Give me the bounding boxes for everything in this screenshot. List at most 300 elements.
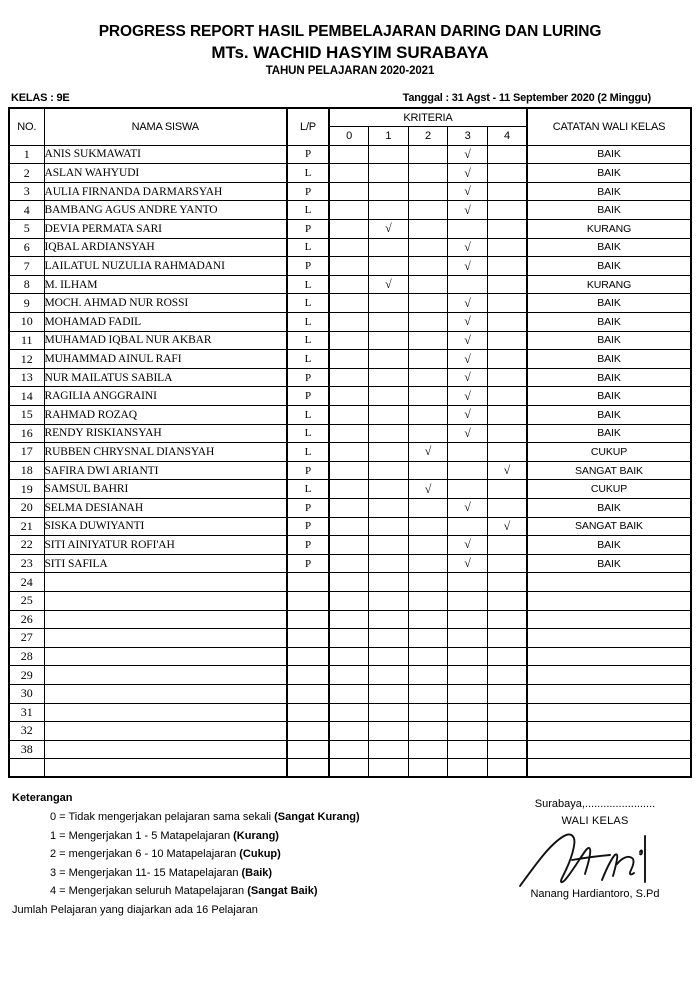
cell-note (527, 573, 691, 592)
cell-criteria-4 (487, 759, 527, 778)
cell-criteria-1 (369, 182, 409, 201)
signature-block (502, 792, 688, 916)
cell-no: 10 (9, 313, 44, 332)
cell-criteria-4 (487, 350, 527, 369)
cell-note: BAIK (527, 368, 691, 387)
cell-student-name: SITI AINIYATUR ROFI'AH (44, 536, 287, 555)
cell-criteria-1 (369, 461, 409, 480)
cell-student-name: NUR MAILATUS SABILA (44, 368, 287, 387)
cell-criteria-4 (487, 591, 527, 610)
cell-criteria-0 (329, 573, 369, 592)
cell-criteria-4 (487, 480, 527, 499)
cell-no: 9 (9, 294, 44, 313)
table-row (9, 684, 691, 703)
cell-note (527, 759, 691, 778)
cell-criteria-4 (487, 331, 527, 350)
cell-no: 2 (9, 164, 44, 183)
cell-criteria-1 (369, 424, 409, 443)
cell-note: SANGAT BAIK (527, 461, 691, 480)
cell-no: 22 (9, 536, 44, 555)
cell-criteria-2 (408, 461, 448, 480)
cell-no: 27 (9, 629, 44, 648)
cell-note: BAIK (527, 145, 691, 164)
report-footer (8, 792, 692, 916)
cell-note: KURANG (527, 220, 691, 239)
cell-criteria-2 (408, 275, 448, 294)
cell-gender: L (287, 238, 329, 257)
cell-criteria-4 (487, 443, 527, 462)
cell-no: 6 (9, 238, 44, 257)
cell-criteria-1 (369, 257, 409, 276)
cell-criteria-4 (487, 406, 527, 425)
table-body (9, 145, 691, 777)
cell-no: 1 (9, 145, 44, 164)
table-row (9, 424, 691, 443)
table-row (9, 331, 691, 350)
cell-note: BAIK (527, 424, 691, 443)
cell-criteria-3: √ (448, 387, 488, 406)
cell-student-name (44, 722, 287, 741)
legend-item-grade: (Baik) (241, 866, 273, 879)
cell-criteria-4 (487, 647, 527, 666)
cell-criteria-3 (448, 703, 488, 722)
cell-criteria-4 (487, 740, 527, 759)
cell-note: KURANG (527, 275, 691, 294)
cell-criteria-1 (369, 368, 409, 387)
legend-total-subjects: Jumlah Pelajaran yang diajarkan ada 16 Pelajaran (12, 903, 258, 916)
cell-criteria-1 (369, 406, 409, 425)
cell-criteria-4 (487, 684, 527, 703)
cell-student-name: AULIA FIRNANDA DARMARSYAH (44, 182, 287, 201)
cell-student-name: SAFIRA DWI ARIANTI (44, 461, 287, 480)
cell-no: 7 (9, 257, 44, 276)
cell-criteria-4 (487, 182, 527, 201)
cell-student-name: MUHAMMAD AINUL RAFI (44, 350, 287, 369)
cell-gender: L (287, 480, 329, 499)
cell-gender (287, 610, 329, 629)
cell-criteria-2 (408, 517, 448, 536)
cell-no: 8 (9, 275, 44, 294)
cell-criteria-3 (448, 647, 488, 666)
document-header (8, 0, 692, 79)
cell-criteria-1 (369, 759, 409, 778)
cell-note: CUKUP (527, 480, 691, 499)
cell-criteria-1 (369, 498, 409, 517)
cell-criteria-2 (408, 145, 448, 164)
legend-item-text: 2 = mengerjakan 6 - 10 Matapelajaran (50, 848, 240, 861)
cell-no: 17 (9, 443, 44, 462)
cell-gender (287, 722, 329, 741)
cell-criteria-0 (329, 666, 369, 685)
table-row (9, 759, 691, 778)
cell-note: BAIK (527, 201, 691, 220)
cell-criteria-0 (329, 480, 369, 499)
legend-item-grade: (Cukup) (239, 848, 281, 861)
cell-criteria-3 (448, 722, 488, 741)
cell-note: BAIK (527, 536, 691, 555)
cell-note (527, 684, 691, 703)
cell-gender: L (287, 313, 329, 332)
cell-criteria-1 (369, 554, 409, 573)
cell-criteria-3 (448, 220, 488, 239)
column-header-criteria-3: 3 (448, 127, 488, 146)
cell-criteria-3 (448, 275, 488, 294)
cell-criteria-1 (369, 443, 409, 462)
cell-criteria-2 (408, 368, 448, 387)
table-row (9, 350, 691, 369)
table-row (9, 313, 691, 332)
legend-item-list (12, 808, 502, 901)
table-row (9, 275, 691, 294)
cell-gender (287, 647, 329, 666)
cell-student-name: RENDY RISKIANSYAH (44, 424, 287, 443)
cell-note: BAIK (527, 313, 691, 332)
cell-criteria-2 (408, 666, 448, 685)
cell-criteria-1 (369, 238, 409, 257)
cell-gender (287, 573, 329, 592)
cell-criteria-0 (329, 684, 369, 703)
cell-student-name: MOCH. AHMAD NUR ROSSI (44, 294, 287, 313)
cell-criteria-4: √ (487, 461, 527, 480)
cell-criteria-2 (408, 257, 448, 276)
cell-no: 25 (9, 591, 44, 610)
cell-criteria-0 (329, 257, 369, 276)
cell-criteria-3 (448, 461, 488, 480)
cell-criteria-3 (448, 666, 488, 685)
column-header-criteria-1: 1 (369, 127, 409, 146)
cell-criteria-3: √ (448, 201, 488, 220)
cell-criteria-2 (408, 759, 448, 778)
table-row (9, 238, 691, 257)
cell-gender: L (287, 424, 329, 443)
cell-student-name (44, 684, 287, 703)
cell-no: 30 (9, 684, 44, 703)
cell-criteria-1 (369, 201, 409, 220)
table-row (9, 387, 691, 406)
cell-criteria-3 (448, 610, 488, 629)
cell-criteria-0 (329, 517, 369, 536)
page-title: PROGRESS REPORT HASIL PEMBELAJARAN DARING DAN LURING (98, 23, 602, 40)
signature-place: Surabaya,....................... (534, 798, 656, 811)
cell-note (527, 703, 691, 722)
column-header-criteria-0: 0 (329, 127, 369, 146)
legend-item (50, 808, 502, 827)
cell-note: BAIK (527, 257, 691, 276)
table-row (9, 182, 691, 201)
cell-gender: P (287, 536, 329, 555)
student-progress-table (8, 107, 692, 778)
cell-gender: P (287, 182, 329, 201)
cell-note (527, 629, 691, 648)
cell-criteria-0 (329, 498, 369, 517)
cell-student-name (44, 610, 287, 629)
class-label: KELAS : 9E (11, 92, 70, 104)
column-header-note: CATATAN WALI KELAS (527, 108, 691, 145)
cell-criteria-0 (329, 275, 369, 294)
table-row (9, 629, 691, 648)
cell-criteria-3: √ (448, 164, 488, 183)
cell-gender: L (287, 406, 329, 425)
table-row (9, 740, 691, 759)
cell-criteria-3: √ (448, 350, 488, 369)
table-row (9, 406, 691, 425)
cell-criteria-3 (448, 740, 488, 759)
cell-criteria-0 (329, 201, 369, 220)
cell-criteria-1 (369, 722, 409, 741)
cell-criteria-4 (487, 629, 527, 648)
cell-criteria-2 (408, 722, 448, 741)
cell-criteria-3 (448, 759, 488, 778)
table-row (9, 536, 691, 555)
cell-student-name (44, 759, 287, 778)
cell-note (527, 740, 691, 759)
cell-note (527, 647, 691, 666)
cell-criteria-0 (329, 722, 369, 741)
cell-gender (287, 684, 329, 703)
cell-criteria-4 (487, 313, 527, 332)
cell-note: BAIK (527, 498, 691, 517)
cell-criteria-1 (369, 331, 409, 350)
cell-criteria-3: √ (448, 257, 488, 276)
cell-note: BAIK (527, 331, 691, 350)
legend-block (12, 792, 502, 916)
cell-note (527, 591, 691, 610)
table-row (9, 517, 691, 536)
cell-criteria-2 (408, 406, 448, 425)
table-row (9, 666, 691, 685)
table-row (9, 461, 691, 480)
cell-criteria-1: √ (369, 275, 409, 294)
cell-criteria-0 (329, 629, 369, 648)
cell-no: 29 (9, 666, 44, 685)
cell-student-name (44, 740, 287, 759)
table-row (9, 201, 691, 220)
cell-no: 28 (9, 647, 44, 666)
table-row (9, 554, 691, 573)
cell-no: 13 (9, 368, 44, 387)
cell-criteria-1 (369, 145, 409, 164)
cell-criteria-2 (408, 331, 448, 350)
cell-criteria-4 (487, 666, 527, 685)
cell-note: BAIK (527, 294, 691, 313)
signature-name: Nanang Hardiantoro, S.Pd (530, 888, 660, 901)
legend-item (50, 845, 502, 864)
cell-gender: L (287, 443, 329, 462)
cell-student-name: ANIS SUKMAWATI (44, 145, 287, 164)
table-row (9, 591, 691, 610)
cell-criteria-0 (329, 536, 369, 555)
legend-item-text: 4 = Mengerjakan seluruh Matapelajaran (50, 885, 248, 898)
cell-no: 15 (9, 406, 44, 425)
table-row (9, 647, 691, 666)
cell-criteria-4 (487, 424, 527, 443)
cell-criteria-1 (369, 591, 409, 610)
cell-criteria-4 (487, 164, 527, 183)
cell-criteria-0 (329, 220, 369, 239)
cell-criteria-3: √ (448, 536, 488, 555)
cell-note: BAIK (527, 554, 691, 573)
cell-criteria-2 (408, 182, 448, 201)
cell-student-name: MUHAMAD IQBAL NUR AKBAR (44, 331, 287, 350)
cell-criteria-3 (448, 629, 488, 648)
cell-student-name (44, 591, 287, 610)
cell-criteria-2 (408, 164, 448, 183)
cell-criteria-3 (448, 684, 488, 703)
cell-criteria-3: √ (448, 424, 488, 443)
cell-student-name: SISKA DUWIYANTI (44, 517, 287, 536)
cell-criteria-1 (369, 703, 409, 722)
cell-gender: P (287, 257, 329, 276)
cell-student-name: BAMBANG AGUS ANDRE YANTO (44, 201, 287, 220)
cell-no: 11 (9, 331, 44, 350)
cell-note: BAIK (527, 406, 691, 425)
cell-gender (287, 703, 329, 722)
cell-criteria-3: √ (448, 554, 488, 573)
cell-criteria-4 (487, 498, 527, 517)
report-meta (8, 92, 692, 107)
cell-no: 32 (9, 722, 44, 741)
legend-item (50, 864, 502, 883)
cell-criteria-4 (487, 703, 527, 722)
cell-gender: L (287, 164, 329, 183)
cell-no: 18 (9, 461, 44, 480)
cell-criteria-2 (408, 554, 448, 573)
cell-criteria-0 (329, 443, 369, 462)
cell-criteria-0 (329, 368, 369, 387)
cell-no: 24 (9, 573, 44, 592)
table-row (9, 703, 691, 722)
cell-note: CUKUP (527, 443, 691, 462)
cell-student-name: LAILATUL NUZULIA RAHMADANI (44, 257, 287, 276)
cell-criteria-0 (329, 461, 369, 480)
cell-criteria-3 (448, 443, 488, 462)
cell-criteria-4 (487, 573, 527, 592)
cell-student-name (44, 666, 287, 685)
table-header-row-1 (9, 108, 691, 127)
table-row (9, 443, 691, 462)
cell-student-name: SITI SAFILA (44, 554, 287, 573)
table-row (9, 480, 691, 499)
cell-gender (287, 759, 329, 778)
cell-criteria-2 (408, 294, 448, 313)
cell-gender (287, 629, 329, 648)
cell-student-name: IQBAL ARDIANSYAH (44, 238, 287, 257)
cell-criteria-0 (329, 313, 369, 332)
cell-gender (287, 666, 329, 685)
legend-item (50, 827, 502, 846)
cell-criteria-4 (487, 257, 527, 276)
table-row (9, 498, 691, 517)
cell-criteria-1 (369, 573, 409, 592)
cell-criteria-2 (408, 573, 448, 592)
table-row (9, 573, 691, 592)
cell-gender: L (287, 294, 329, 313)
cell-gender (287, 740, 329, 759)
cell-note (527, 722, 691, 741)
date-range-label: Tanggal : 31 Agst - 11 September 2020 (2 Minggu) (402, 92, 651, 104)
cell-criteria-0 (329, 145, 369, 164)
cell-criteria-3: √ (448, 145, 488, 164)
legend-item-grade: (Sangat Kurang) (274, 811, 360, 824)
cell-criteria-1 (369, 350, 409, 369)
legend-item-grade: (Kurang) (233, 829, 279, 842)
cell-note (527, 610, 691, 629)
cell-no: 20 (9, 498, 44, 517)
cell-criteria-2 (408, 220, 448, 239)
cell-criteria-0 (329, 554, 369, 573)
cell-criteria-0 (329, 387, 369, 406)
cell-criteria-3: √ (448, 182, 488, 201)
cell-criteria-3: √ (448, 406, 488, 425)
cell-criteria-1 (369, 536, 409, 555)
cell-student-name (44, 647, 287, 666)
cell-criteria-0 (329, 331, 369, 350)
column-header-name: NAMA SISWA (44, 108, 287, 145)
column-header-criteria-4: 4 (487, 127, 527, 146)
legend-item-text: 0 = Tidak mengerjakan pelajaran sama sekali (50, 811, 275, 824)
table-row (9, 145, 691, 164)
handwritten-signature-icon (502, 830, 688, 888)
cell-criteria-1 (369, 740, 409, 759)
cell-no: 3 (9, 182, 44, 201)
table-row (9, 294, 691, 313)
cell-criteria-0 (329, 238, 369, 257)
cell-criteria-2 (408, 703, 448, 722)
cell-criteria-4 (487, 387, 527, 406)
cell-student-name: ASLAN WAHYUDI (44, 164, 287, 183)
cell-criteria-2 (408, 629, 448, 648)
cell-criteria-2 (408, 201, 448, 220)
cell-no: 31 (9, 703, 44, 722)
cell-criteria-3: √ (448, 368, 488, 387)
cell-student-name: DEVIA PERMATA SARI (44, 220, 287, 239)
cell-criteria-1 (369, 647, 409, 666)
table-row (9, 220, 691, 239)
academic-year: TAHUN PELAJARAN 2020-2021 (265, 65, 435, 77)
cell-note: BAIK (527, 238, 691, 257)
cell-gender: P (287, 368, 329, 387)
cell-student-name: RAGILIA ANGGRAINI (44, 387, 287, 406)
cell-gender: L (287, 201, 329, 220)
cell-no: 19 (9, 480, 44, 499)
cell-criteria-0 (329, 294, 369, 313)
cell-student-name (44, 573, 287, 592)
cell-criteria-0 (329, 182, 369, 201)
cell-gender: L (287, 350, 329, 369)
table-row (9, 164, 691, 183)
table-header (9, 108, 691, 145)
cell-criteria-0 (329, 740, 369, 759)
column-header-no: NO. (9, 108, 44, 145)
cell-criteria-1 (369, 480, 409, 499)
cell-criteria-0 (329, 647, 369, 666)
cell-criteria-0 (329, 406, 369, 425)
cell-criteria-3: √ (448, 498, 488, 517)
cell-criteria-4 (487, 220, 527, 239)
cell-criteria-4 (487, 554, 527, 573)
cell-note (527, 666, 691, 685)
cell-criteria-2 (408, 647, 448, 666)
legend-item-grade: (Sangat Baik) (247, 885, 318, 898)
legend-item-text: 1 = Mengerjakan 1 - 5 Matapelajaran (50, 829, 234, 842)
cell-no: 16 (9, 424, 44, 443)
cell-criteria-2 (408, 684, 448, 703)
cell-no: 38 (9, 740, 44, 759)
cell-criteria-4 (487, 275, 527, 294)
cell-criteria-4 (487, 145, 527, 164)
cell-gender: P (287, 461, 329, 480)
cell-criteria-3 (448, 573, 488, 592)
